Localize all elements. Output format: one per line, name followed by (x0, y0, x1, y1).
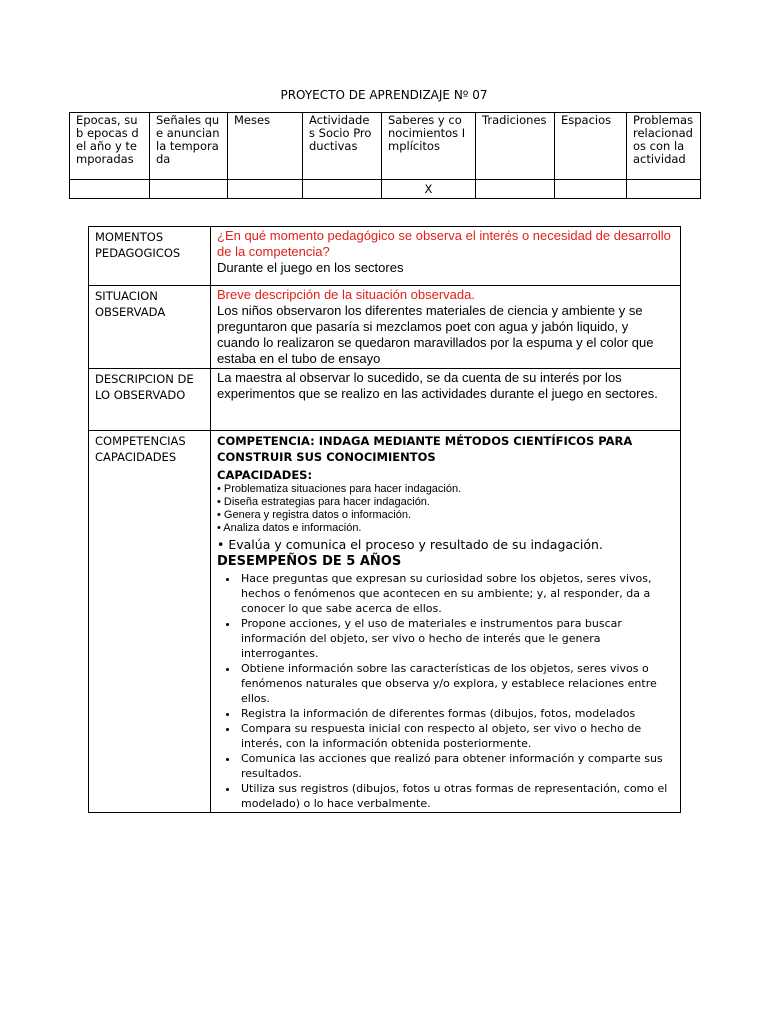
cell-problemas (627, 180, 701, 199)
row-descripcion (89, 369, 681, 431)
desempeno-item: • Propone acciones, y el uso de materiales e instrumentos para buscar información del objeto, ser vivo o hecho de interés que le genera interrogantes. (239, 616, 674, 661)
content-situacion (211, 286, 681, 369)
content-descripcion (211, 369, 681, 431)
desempeno-item: • Hace preguntas que expresan su curiosidad sobre los objetos, seres vivos, hechos o fenómenos que acontecen en su ambiente; y, al responder, da a conocer lo que sabe acerca de ellos. (239, 571, 674, 616)
capacidad-item: • Problematiza situaciones para hacer indagación. (217, 483, 462, 495)
header-tradiciones: Tradiciones (476, 113, 555, 180)
project-table-data-row (70, 180, 701, 199)
header-espacios: Espacios (555, 113, 627, 180)
desempeno-item: • Compara su respuesta inicial con respecto al objeto, ser vivo o hecho de interés, con la información obtenida posteriormente. (239, 721, 674, 751)
label-situacion: SITUACION OBSERVADA (89, 286, 211, 369)
desempenos-title: DESEMPEÑOS DE 5 AÑOS (217, 554, 402, 569)
label-momentos: MOMENTOS PEDAGOGICOS (89, 227, 211, 286)
project-table-header-row (70, 113, 701, 180)
row-momentos (89, 227, 681, 286)
capacidades-title: CAPACIDADES: (217, 468, 313, 482)
competencia-title: COMPETENCIA: INDAGA MEDIANTE MÉTODOS CIENTÍFICOS PARA CONSTRUIR SUS CONOCIMIENTOS (217, 434, 633, 464)
observation-table (88, 226, 681, 813)
situacion-prompt: Breve descripción de la situación observada. (217, 287, 475, 302)
header-epocas: Epocas, sub epocas del año y temporadas (70, 113, 150, 180)
capacidad-item: • Analiza datos e información. (217, 522, 362, 534)
desempenos-list (217, 571, 674, 811)
capacidad-item: • Genera y registra datos o información. (217, 509, 411, 521)
cell-espacios (555, 180, 627, 199)
header-actividades: Actividades Socio Productivas (303, 113, 382, 180)
project-table (69, 112, 701, 199)
cell-epocas (70, 180, 150, 199)
situacion-text: Los niños observaron los diferentes materiales de ciencia y ambiente y se preguntaron que pasaría si mezclamos poet con agua y jabón liquido, y cuando lo realizaron se quedaron maravillados por la espuma y el color que estaba en el tubo de ensayo (217, 303, 654, 366)
desempeno-item: • Registra la información de diferentes formas (dibujos, fotos, modelados (239, 706, 674, 721)
label-descripcion: DESCRIPCION DE LO OBSERVADO (89, 369, 211, 431)
content-momentos (211, 227, 681, 286)
cell-tradiciones (476, 180, 555, 199)
momentos-answer: Durante el juego en los sectores (217, 260, 404, 275)
row-competencias (89, 431, 681, 813)
header-meses: Meses (228, 113, 303, 180)
desempeno-item: • Comunica las acciones que realizó para obtener información y comparte sus resultados. (239, 751, 674, 781)
header-senales: Señales que anuncian la temporada (150, 113, 228, 180)
momentos-question: ¿En qué momento pedagógico se observa el interés o necesidad de desarrollo de la competencia? (217, 228, 671, 259)
document-title: PROYECTO DE APRENDIZAJE Nº 07 (280, 88, 488, 102)
cell-meses (228, 180, 303, 199)
capacidad-item: • Diseña estrategias para hacer indagación. (217, 496, 430, 508)
descripcion-text: La maestra al observar lo sucedido, se da cuenta de su interés por los experimentos que se realizo en las actividades durante el juego en sectores. (217, 370, 658, 401)
label-competencias: COMPETENCIAS CAPACIDADES (89, 431, 211, 813)
cell-actividades (303, 180, 382, 199)
capacidad-evalua: • Evalúa y comunica el proceso y resultado de su indagación. (217, 537, 603, 552)
desempeno-item: • Obtiene información sobre las características de los objetos, seres vivos o fenómenos naturales que observa y/o explora, y establece relaciones entre ellos. (239, 661, 674, 706)
content-competencias (211, 431, 681, 813)
header-saberes: Saberes y conocimientos Implícitos (382, 113, 476, 180)
row-situacion (89, 286, 681, 369)
cell-senales (150, 180, 228, 199)
header-problemas: Problemas relacionados con la actividad (627, 113, 701, 180)
desempeno-item: • Utiliza sus registros (dibujos, fotos u otras formas de representación, como el modelado) o lo hace verbalmente. (239, 781, 674, 811)
cell-saberes: X (382, 180, 476, 199)
